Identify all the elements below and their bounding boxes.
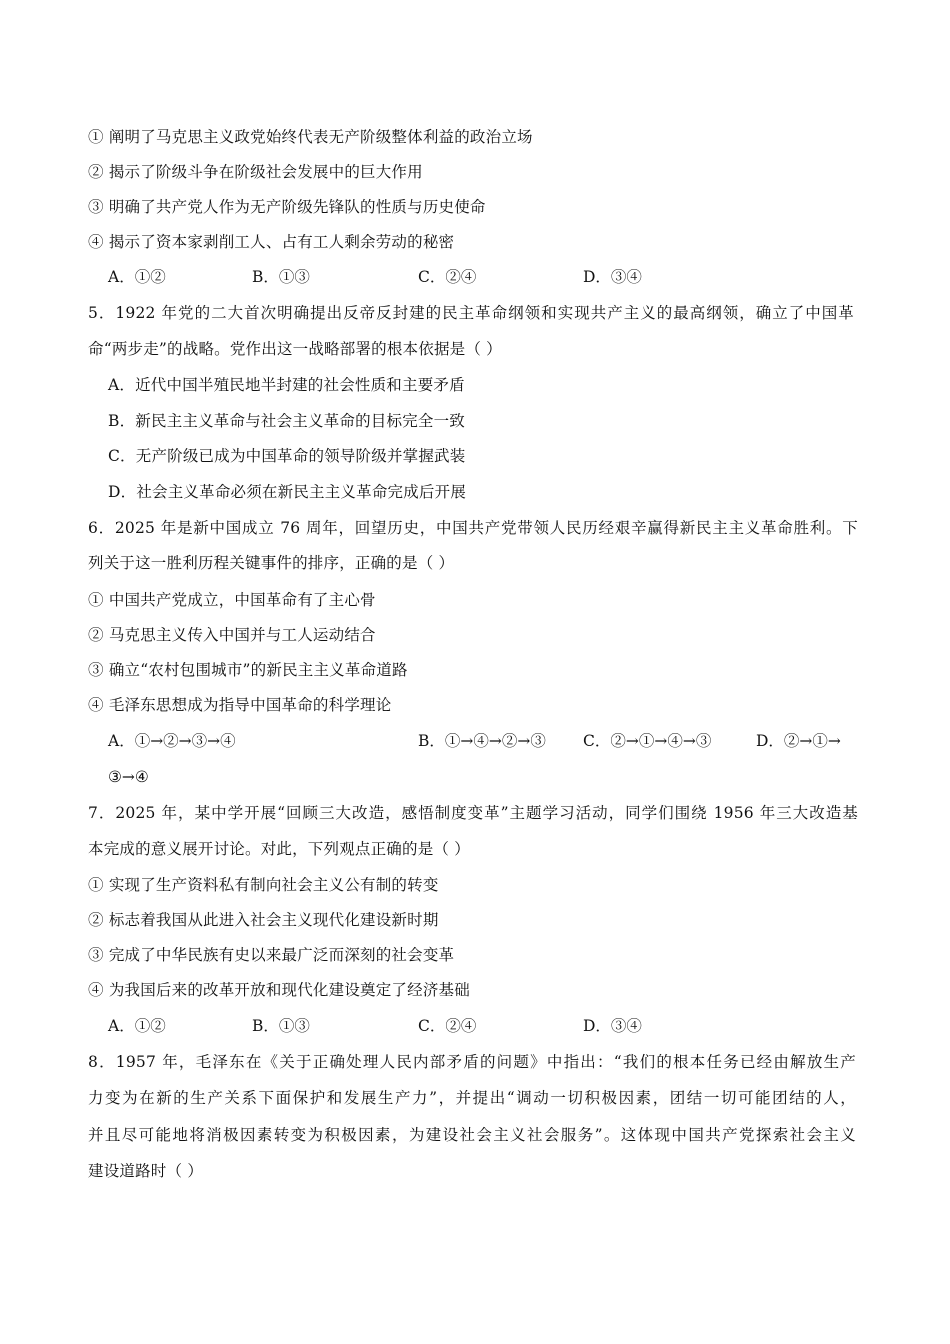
q6-option-c: C．②→①→④→③ <box>583 732 712 750</box>
q8-stem-line-1: 8．1957 年，毛泽东在《关于正确处理人民内部矛盾的问题》中指出：“我们的根本任务已经由解放生产 <box>88 1053 856 1071</box>
q7-option-a: A．①② <box>108 1017 166 1035</box>
q7-option-c: C．②④ <box>418 1017 477 1035</box>
q7-option-b: B．①③ <box>252 1017 310 1035</box>
q5-option-d: D．社会主义革命必须在新民主主义革命完成后开展 <box>108 483 467 501</box>
q5-option-c: C．无产阶级已成为中国革命的领导阶级并掌握武装 <box>108 447 466 465</box>
q5-option-b: B．新民主主义革命与社会主义革命的目标完全一致 <box>108 412 465 430</box>
q6-item-4: ④ 毛泽东思想成为指导中国革命的科学理论 <box>88 696 392 714</box>
q6-option-d: D．②→①→ <box>756 732 841 750</box>
q4-item-3: ③ 明确了共产党人作为无产阶级先锋队的性质与历史使命 <box>88 198 486 216</box>
q4-option-c: C．②④ <box>418 268 477 286</box>
q7-stem-line-1: 7．2025 年，某中学开展“回顾三大改造，感悟制度变革”主题学习活动，同学们围绕 1956 年三大改造基 <box>88 804 858 822</box>
q5-stem-line-2: 命“两步走”的战略。党作出这一战略部署的根本依据是（ ） <box>88 340 502 358</box>
q4-option-d: D．③④ <box>583 268 642 286</box>
q7-item-4: ④ 为我国后来的改革开放和现代化建设奠定了经济基础 <box>88 981 470 999</box>
q7-item-1: ① 实现了生产资料私有制向社会主义公有制的转变 <box>88 876 439 894</box>
q6-option-a: A．①→②→③→④ <box>108 732 236 750</box>
q5-stem-line-1: 5．1922 年党的二大首次明确提出反帝反封建的民主革命纲领和实现共产主义的最高纲领，确立了中国革 <box>88 304 854 322</box>
q8-stem-line-3: 并且尽可能地将消极因素转变为积极因素，为建设社会主义社会服务”。这体现中国共产党探索社会主义 <box>88 1126 856 1144</box>
q4-option-a: A．①② <box>108 268 166 286</box>
q4-item-1: ① 阐明了马克思主义政党始终代表无产阶级整体利益的政治立场 <box>88 128 533 146</box>
q7-item-3: ③ 完成了中华民族有史以来最广泛而深刻的社会变革 <box>88 946 455 964</box>
q4-item-4: ④ 揭示了资本家剥削工人、占有工人剩余劳动的秘密 <box>88 233 455 251</box>
q6-item-1: ① 中国共产党成立，中国革命有了主心骨 <box>88 591 376 609</box>
q6-item-3: ③ 确立“农村包围城市”的新民主主义革命道路 <box>88 661 408 679</box>
q8-stem-line-2: 力变为在新的生产关系下面保护和发展生产力”，并提出“调动一切积极因素，团结一切可能团结的人， <box>88 1089 856 1107</box>
q5-option-a: A．近代中国半殖民地半封建的社会性质和主要矛盾 <box>108 376 465 394</box>
q6-stem-line-1: 6．2025 年是新中国成立 76 周年，回望历史，中国共产党带领人民历经艰辛赢得新民主主义革命胜利。下 <box>88 519 858 537</box>
q6-item-2: ② 马克思主义传入中国并与工人运动结合 <box>88 626 376 644</box>
q7-item-2: ② 标志着我国从此进入社会主义现代化建设新时期 <box>88 911 439 929</box>
q4-item-2: ② 揭示了阶级斗争在阶级社会发展中的巨大作用 <box>88 163 423 181</box>
q6-option-b: B．①→④→②→③ <box>418 732 546 750</box>
q7-stem-line-2: 本完成的意义展开讨论。对此，下列观点正确的是（ ） <box>88 840 470 858</box>
q6-stem-line-2: 列关于这一胜利历程关键事件的排序，正确的是（ ） <box>88 554 455 572</box>
q8-stem-line-4: 建设道路时（ ） <box>88 1162 204 1180</box>
q7-option-d: D．③④ <box>583 1017 642 1035</box>
q6-option-d-wrap: ③→④ <box>108 768 149 786</box>
q4-option-b: B．①③ <box>252 268 310 286</box>
